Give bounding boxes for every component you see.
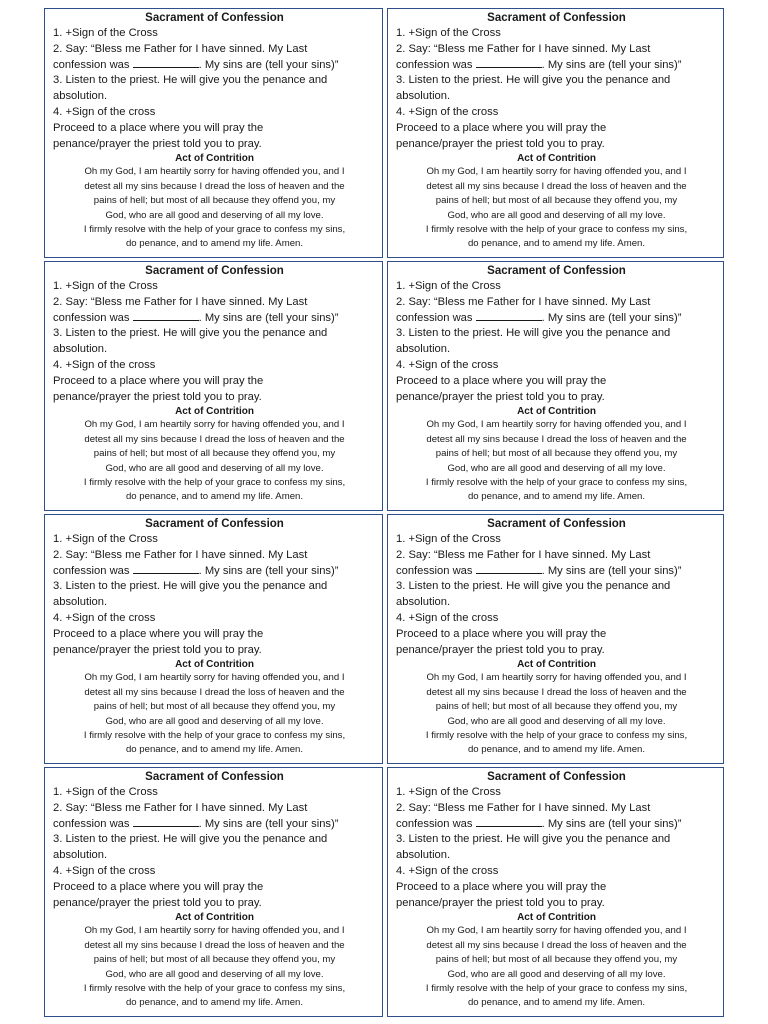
step-2-line-1: 2. Say: “Bless me Father for I have sinned. My Last xyxy=(53,295,308,308)
prayer-line: pains of hell; but most of all because they offend you, my xyxy=(435,448,678,460)
step-1: 1. +Sign of the Cross xyxy=(53,533,158,545)
step-2-line-2 xyxy=(53,58,376,74)
prayer-line: I firmly resolve with the help of your grace to confess my sins, xyxy=(425,477,688,488)
step-3-line-2: absolution. xyxy=(396,90,451,103)
step-2-line-1: 2. Say: “Bless me Father for I have sinned. My Last xyxy=(396,801,651,814)
step-2-prefix: confession was xyxy=(53,817,130,830)
step-2-prefix: confession was xyxy=(53,564,130,577)
card-title: Sacrament of Confession xyxy=(145,771,284,783)
step-2-line-2 xyxy=(396,58,717,74)
step-2-line-2 xyxy=(396,817,717,833)
act-of-contrition-title: Act of Contrition xyxy=(175,659,254,671)
step-4: 4. +Sign of the cross xyxy=(53,864,156,877)
card-title: Sacrament of Confession xyxy=(487,12,626,24)
step-2-line-1: 2. Say: “Bless me Father for I have sinned. My Last xyxy=(396,295,651,308)
proceed-line-1: Proceed to a place where you will pray the xyxy=(53,121,264,134)
step-3-line-1: 3. Listen to the priest. He will give you the penance and xyxy=(396,580,671,593)
proceed-line-2: penance/prayer the priest told you to pray. xyxy=(53,896,262,909)
step-3-line-2: absolution. xyxy=(53,90,108,103)
prayer-line: I firmly resolve with the help of your grace to confess my sins, xyxy=(83,224,346,235)
confession-card xyxy=(387,767,724,1017)
confession-card xyxy=(44,767,383,1017)
step-2-prefix: confession was xyxy=(396,817,473,830)
step-3-line-1: 3. Listen to the priest. He will give you the penance and xyxy=(53,327,328,340)
confession-card xyxy=(387,8,724,258)
fill-in-blank xyxy=(133,817,199,827)
step-1: 1. +Sign of the Cross xyxy=(396,786,501,798)
prayer-line: detest all my sins because I dread the loss of heaven and the xyxy=(426,433,687,445)
step-1: 1. +Sign of the Cross xyxy=(53,280,158,292)
step-1: 1. +Sign of the Cross xyxy=(396,27,501,39)
step-3-line-1: 3. Listen to the priest. He will give you the penance and xyxy=(53,833,328,846)
step-4: 4. +Sign of the cross xyxy=(53,358,156,371)
step-2-suffix: . My sins are (tell your sins)” xyxy=(198,311,339,324)
step-2-line-1: 2. Say: “Bless me Father for I have sinned. My Last xyxy=(396,548,651,561)
prayer-line: detest all my sins because I dread the loss of heaven and the xyxy=(84,433,345,445)
prayer-line: Oh my God, I am heartily sorry for having offended you, and I xyxy=(426,419,687,431)
step-4: 4. +Sign of the cross xyxy=(396,105,499,118)
step-2-suffix: . My sins are (tell your sins)” xyxy=(541,564,682,577)
prayer-line: Oh my God, I am heartily sorry for having offended you, and I xyxy=(84,166,345,178)
prayer-line: Oh my God, I am heartily sorry for having offended you, and I xyxy=(426,925,687,937)
step-4: 4. +Sign of the cross xyxy=(53,611,156,624)
prayer-line: Oh my God, I am heartily sorry for having offended you, and I xyxy=(426,166,687,178)
confession-card xyxy=(44,261,383,511)
proceed-line-2: penance/prayer the priest told you to pray. xyxy=(396,896,605,909)
proceed-line-2: penance/prayer the priest told you to pray. xyxy=(53,137,262,150)
prayer-line: do penance, and to amend my life. Amen. xyxy=(125,238,304,250)
prayer-line: pains of hell; but most of all because they offend you, my xyxy=(435,954,678,966)
confession-card xyxy=(387,514,724,764)
step-2-suffix: . My sins are (tell your sins)” xyxy=(541,58,682,71)
prayer-line: God, who are all good and deserving of all my love. xyxy=(105,715,324,727)
step-2-prefix: confession was xyxy=(53,58,130,71)
step-2-suffix: . My sins are (tell your sins)” xyxy=(198,58,339,71)
prayer-line: Oh my God, I am heartily sorry for having offended you, and I xyxy=(426,672,687,684)
prayer-line: God, who are all good and deserving of all my love. xyxy=(447,462,666,474)
step-2-line-2 xyxy=(396,564,717,580)
step-4: 4. +Sign of the cross xyxy=(396,611,499,624)
prayer-line: pains of hell; but most of all because they offend you, my xyxy=(93,954,336,966)
step-3-line-1: 3. Listen to the priest. He will give you the penance and xyxy=(53,580,328,593)
prayer-line: detest all my sins because I dread the loss of heaven and the xyxy=(426,686,687,698)
prayer-line: Oh my God, I am heartily sorry for having offended you, and I xyxy=(84,925,345,937)
step-2-suffix: . My sins are (tell your sins)” xyxy=(541,817,682,830)
prayer-line: pains of hell; but most of all because they offend you, my xyxy=(435,701,678,713)
card-title: Sacrament of Confession xyxy=(487,518,626,530)
step-3-line-2: absolution. xyxy=(396,343,451,356)
fill-in-blank xyxy=(133,58,199,68)
step-2-prefix: confession was xyxy=(53,311,130,324)
prayer-line: do penance, and to amend my life. Amen. xyxy=(467,997,646,1009)
proceed-line-1: Proceed to a place where you will pray the xyxy=(53,374,264,387)
prayer-line: I firmly resolve with the help of your grace to confess my sins, xyxy=(425,224,688,235)
fill-in-blank xyxy=(476,58,542,68)
proceed-line-1: Proceed to a place where you will pray the xyxy=(53,880,264,893)
step-2-line-2 xyxy=(53,311,376,327)
step-3-line-2: absolution. xyxy=(53,596,108,609)
step-3-line-1: 3. Listen to the priest. He will give you the penance and xyxy=(396,833,671,846)
step-4: 4. +Sign of the cross xyxy=(396,358,499,371)
step-3-line-1: 3. Listen to the priest. He will give you the penance and xyxy=(396,327,671,340)
proceed-line-1: Proceed to a place where you will pray the xyxy=(53,627,264,640)
proceed-line-2: penance/prayer the priest told you to pray. xyxy=(396,643,605,656)
prayer-line: God, who are all good and deserving of all my love. xyxy=(447,209,666,221)
card-sheet xyxy=(44,8,724,1016)
prayer-line: detest all my sins because I dread the loss of heaven and the xyxy=(426,180,687,192)
step-1: 1. +Sign of the Cross xyxy=(396,533,501,545)
prayer-line: Oh my God, I am heartily sorry for having offended you, and I xyxy=(84,419,345,431)
proceed-line-2: penance/prayer the priest told you to pray. xyxy=(53,643,262,656)
fill-in-blank xyxy=(133,311,199,321)
step-4: 4. +Sign of the cross xyxy=(53,105,156,118)
prayer-line: pains of hell; but most of all because they offend you, my xyxy=(93,195,336,207)
prayer-line: God, who are all good and deserving of all my love. xyxy=(447,715,666,727)
proceed-line-1: Proceed to a place where you will pray the xyxy=(396,374,607,387)
step-4: 4. +Sign of the cross xyxy=(396,864,499,877)
step-2-line-1: 2. Say: “Bless me Father for I have sinned. My Last xyxy=(53,801,308,814)
prayer-line: pains of hell; but most of all because they offend you, my xyxy=(435,195,678,207)
fill-in-blank xyxy=(476,311,542,321)
prayer-line: detest all my sins because I dread the loss of heaven and the xyxy=(426,939,687,951)
confession-card xyxy=(387,261,724,511)
step-2-suffix: . My sins are (tell your sins)” xyxy=(198,564,339,577)
act-of-contrition-title: Act of Contrition xyxy=(517,406,596,418)
fill-in-blank xyxy=(476,564,542,574)
prayer-line: do penance, and to amend my life. Amen. xyxy=(125,997,304,1009)
step-2-suffix: . My sins are (tell your sins)” xyxy=(541,311,682,324)
step-3-line-2: absolution. xyxy=(396,849,451,862)
step-2-line-2 xyxy=(396,311,717,327)
prayer-line: pains of hell; but most of all because they offend you, my xyxy=(93,701,336,713)
confession-card xyxy=(44,8,383,258)
prayer-line: do penance, and to amend my life. Amen. xyxy=(125,744,304,756)
step-3-line-2: absolution. xyxy=(396,596,451,609)
act-of-contrition-title: Act of Contrition xyxy=(517,153,596,165)
proceed-line-1: Proceed to a place where you will pray the xyxy=(396,627,607,640)
act-of-contrition-title: Act of Contrition xyxy=(517,659,596,671)
act-of-contrition-title: Act of Contrition xyxy=(175,406,254,418)
prayer-line: I firmly resolve with the help of your grace to confess my sins, xyxy=(83,477,346,488)
step-3-line-2: absolution. xyxy=(53,343,108,356)
prayer-line: I firmly resolve with the help of your grace to confess my sins, xyxy=(83,983,346,994)
prayer-line: do penance, and to amend my life. Amen. xyxy=(467,491,646,503)
act-of-contrition-title: Act of Contrition xyxy=(175,153,254,165)
step-3-line-1: 3. Listen to the priest. He will give you the penance and xyxy=(53,74,328,87)
prayer-line: pains of hell; but most of all because they offend you, my xyxy=(93,448,336,460)
proceed-line-2: penance/prayer the priest told you to pray. xyxy=(396,137,605,150)
prayer-line: do penance, and to amend my life. Amen. xyxy=(467,238,646,250)
card-title: Sacrament of Confession xyxy=(145,265,284,277)
prayer-line: God, who are all good and deserving of all my love. xyxy=(447,968,666,980)
prayer-line: do penance, and to amend my life. Amen. xyxy=(125,491,304,503)
prayer-line: detest all my sins because I dread the loss of heaven and the xyxy=(84,686,345,698)
step-3-line-2: absolution. xyxy=(53,849,108,862)
prayer-line: do penance, and to amend my life. Amen. xyxy=(467,744,646,756)
step-2-prefix: confession was xyxy=(396,564,473,577)
act-of-contrition-title: Act of Contrition xyxy=(175,912,254,924)
confession-card xyxy=(44,514,383,764)
prayer-line: detest all my sins because I dread the loss of heaven and the xyxy=(84,939,345,951)
prayer-line: God, who are all good and deserving of all my love. xyxy=(105,968,324,980)
prayer-line: detest all my sins because I dread the loss of heaven and the xyxy=(84,180,345,192)
proceed-line-2: penance/prayer the priest told you to pray. xyxy=(53,390,262,403)
step-1: 1. +Sign of the Cross xyxy=(396,280,501,292)
step-2-suffix: . My sins are (tell your sins)” xyxy=(198,817,339,830)
prayer-line: God, who are all good and deserving of all my love. xyxy=(105,209,324,221)
step-2-line-2 xyxy=(53,817,376,833)
step-2-line-2 xyxy=(53,564,376,580)
proceed-line-2: penance/prayer the priest told you to pray. xyxy=(396,390,605,403)
step-2-prefix: confession was xyxy=(396,311,473,324)
prayer-line: God, who are all good and deserving of all my love. xyxy=(105,462,324,474)
prayer-line: Oh my God, I am heartily sorry for having offended you, and I xyxy=(84,672,345,684)
card-title: Sacrament of Confession xyxy=(487,771,626,783)
proceed-line-1: Proceed to a place where you will pray the xyxy=(396,121,607,134)
card-title: Sacrament of Confession xyxy=(487,265,626,277)
card-title: Sacrament of Confession xyxy=(145,518,284,530)
step-2-line-1: 2. Say: “Bless me Father for I have sinned. My Last xyxy=(53,42,308,55)
card-title: Sacrament of Confession xyxy=(145,12,284,24)
step-2-prefix: confession was xyxy=(396,58,473,71)
step-1: 1. +Sign of the Cross xyxy=(53,786,158,798)
step-3-line-1: 3. Listen to the priest. He will give you the penance and xyxy=(396,74,671,87)
prayer-line: I firmly resolve with the help of your grace to confess my sins, xyxy=(425,730,688,741)
step-2-line-1: 2. Say: “Bless me Father for I have sinned. My Last xyxy=(53,548,308,561)
prayer-line: I firmly resolve with the help of your grace to confess my sins, xyxy=(425,983,688,994)
step-2-line-1: 2. Say: “Bless me Father for I have sinned. My Last xyxy=(396,42,651,55)
proceed-line-1: Proceed to a place where you will pray the xyxy=(396,880,607,893)
act-of-contrition-title: Act of Contrition xyxy=(517,912,596,924)
fill-in-blank xyxy=(133,564,199,574)
step-1: 1. +Sign of the Cross xyxy=(53,27,158,39)
prayer-line: I firmly resolve with the help of your grace to confess my sins, xyxy=(83,730,346,741)
fill-in-blank xyxy=(476,817,542,827)
